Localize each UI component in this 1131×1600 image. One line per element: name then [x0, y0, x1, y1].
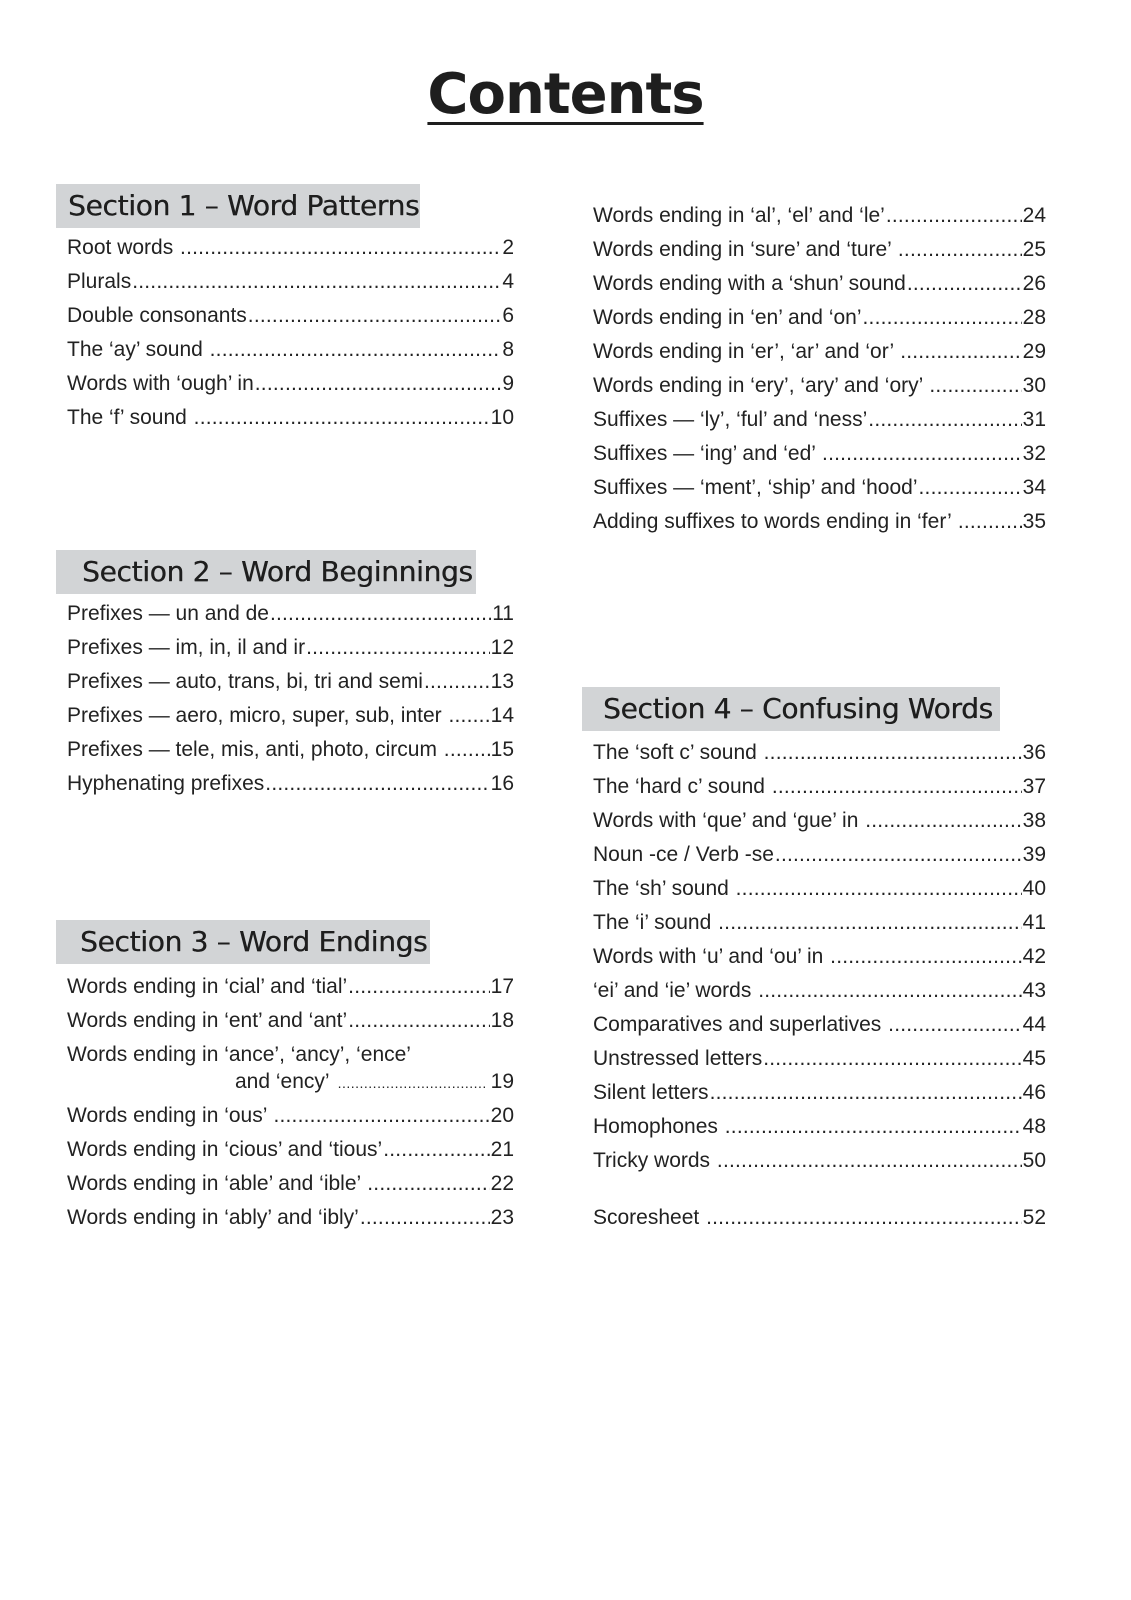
entry-title: Comparatives and superlatives: [593, 1013, 888, 1036]
toc-entry-suffixes-ly-ful-ness[interactable]: [593, 408, 1046, 442]
entry-page: 16: [490, 772, 514, 795]
dot-leader: [360, 1206, 490, 1230]
entry-title: Prefixes — un and de: [67, 602, 269, 625]
dot-leader: [348, 1009, 489, 1033]
entry-title: Words ending in ‘ably’ and ‘ibly’: [67, 1206, 359, 1229]
entry-title: Prefixes — aero, micro, super, sub, inter: [67, 704, 448, 727]
section-2-heading: Section 2 – Word Beginnings: [56, 550, 476, 594]
dot-leader: [383, 1138, 489, 1162]
entry-title: Words ending in ‘cious’ and ‘tious’: [67, 1138, 383, 1161]
dot-leader: [270, 602, 491, 626]
toc-entry-prefixes-tele[interactable]: [67, 738, 514, 772]
entry-title: Root words: [67, 236, 180, 259]
toc-entry-ough[interactable]: [67, 372, 514, 406]
entry-page: 52: [1022, 1206, 1046, 1229]
entry-title: Prefixes — auto, trans, bi, tri and semi: [67, 670, 423, 693]
toc-entry-comparatives[interactable]: [593, 1013, 1046, 1047]
dot-leader: [868, 408, 1021, 432]
entry-title: Words ending in ‘en’ and ‘on’: [593, 306, 862, 329]
entry-title: Words ending in ‘er’, ‘ar’ and ‘or’: [593, 340, 900, 363]
entry-title: Words ending in ‘al’, ‘el’ and ‘le’: [593, 204, 885, 227]
entry-page: 4: [502, 270, 514, 293]
entry-title: Suffixes — ‘ing’ and ‘ed’: [593, 442, 822, 465]
toc-entry-er-ar-or[interactable]: [593, 340, 1046, 374]
entry-title: Words ending in ‘able’ and ‘ible’: [67, 1172, 367, 1195]
dot-leader: [444, 738, 490, 762]
section-3-heading: Section 3 – Word Endings: [56, 920, 430, 964]
entry-page: 22: [490, 1172, 514, 1195]
entry-title: Words ending with a ‘shun’ sound: [593, 272, 906, 295]
entry-title: Noun -ce / Verb -se: [593, 843, 774, 866]
dot-leader: [306, 636, 490, 660]
dot-leader: [958, 510, 1022, 534]
dot-leader: [736, 877, 1022, 901]
dot-leader: [706, 1206, 1022, 1230]
entry-title: The ‘hard c’ sound: [593, 775, 771, 798]
toc-entry-ent-ant[interactable]: [67, 1009, 514, 1043]
toc-entry-suffixes-ing-ed[interactable]: [593, 442, 1046, 476]
entry-page: 11: [492, 602, 514, 625]
entry-title: Words ending in ‘ance’, ‘ancy’, ‘ence’: [67, 1043, 411, 1066]
entry-title: The ‘i’ sound: [593, 911, 718, 934]
entry-page: 48: [1022, 1115, 1046, 1138]
toc-entry-ay-sound[interactable]: [67, 338, 514, 372]
entry-title: Adding suffixes to words ending in ‘fer’: [593, 510, 957, 533]
toc-entry-prefixes-aero[interactable]: [67, 704, 514, 738]
entry-page: 35: [1022, 510, 1046, 533]
toc-entry-noun-verb[interactable]: [593, 843, 1046, 877]
dot-leader: [718, 911, 1022, 935]
entry-title: Double consonants: [67, 304, 247, 327]
entry-page: 34: [1022, 476, 1046, 499]
entry-page: 43: [1022, 979, 1046, 1002]
entry-page: 15: [490, 738, 514, 761]
dot-leader: [919, 476, 1022, 500]
entry-page: 14: [490, 704, 514, 727]
entry-page: 17: [490, 975, 514, 998]
entry-page: 8: [502, 338, 514, 361]
toc-entry-i-sound[interactable]: [593, 911, 1046, 945]
toc-entry-plurals[interactable]: [67, 270, 514, 304]
dot-leader: [710, 1081, 1022, 1105]
dot-leader: [132, 270, 501, 294]
toc-entry-ably-ibly[interactable]: [67, 1206, 514, 1240]
toc-entry-silent-letters[interactable]: [593, 1081, 1046, 1115]
toc-entry-ance-ancy-ence-ency[interactable]: [67, 1043, 514, 1104]
dot-leader: [758, 979, 1021, 1003]
dot-leader: [367, 1172, 489, 1196]
toc-entry-ei-ie[interactable]: [593, 979, 1046, 1013]
toc-entry-u-ou[interactable]: [593, 945, 1046, 979]
entry-page: 31: [1022, 408, 1046, 431]
entry-page: 40: [1022, 877, 1046, 900]
entry-title: Words ending in ‘sure’ and ‘ture’: [593, 238, 897, 261]
toc-entry-soft-c[interactable]: [593, 741, 1046, 775]
entry-page: 41: [1022, 911, 1046, 934]
section-1-heading: Section 1 – Word Patterns: [56, 184, 420, 228]
entry-page: 26: [1022, 272, 1046, 295]
toc-entry-ery-ary-ory[interactable]: [593, 374, 1046, 408]
entry-title: Words ending in ‘cial’ and ‘tial’: [67, 975, 348, 998]
entry-title: Words ending in ‘ery’, ‘ary’ and ‘ory’: [593, 374, 929, 397]
toc-entry-cial-tial[interactable]: [67, 975, 514, 1009]
entry-page: 23: [490, 1206, 514, 1229]
toc-entry-able-ible[interactable]: [67, 1172, 514, 1206]
entry-page: 20: [490, 1104, 514, 1127]
entry-page: 30: [1022, 374, 1046, 397]
toc-entry-que-gue[interactable]: [593, 809, 1046, 843]
entry-title: Words with ‘u’ and ‘ou’ in: [593, 945, 830, 968]
toc-entry-f-sound[interactable]: [67, 406, 514, 440]
toc-entry-prefixes-im-in[interactable]: [67, 636, 514, 670]
toc-entry-sh-sound[interactable]: [593, 877, 1046, 911]
toc-entry-prefixes-un-de[interactable]: [67, 602, 514, 636]
dot-leader: [265, 772, 489, 796]
toc-entry-homophones[interactable]: [593, 1115, 1046, 1149]
toc-entry-cious-tious[interactable]: [67, 1138, 514, 1172]
entry-title: Prefixes — tele, mis, anti, photo, circum: [67, 738, 443, 761]
entry-page: 37: [1022, 775, 1046, 798]
toc-entry-shun-sound[interactable]: [593, 272, 1046, 306]
section-4-list: [593, 741, 1046, 1240]
entry-page: 13: [490, 670, 514, 693]
entry-title: The ‘f’ sound: [67, 406, 193, 429]
dot-leader: [273, 1104, 489, 1128]
section-1-list: [67, 236, 514, 440]
section-3-continued-list: [593, 204, 1046, 544]
entry-title-line2: and ‘ency’: [235, 1070, 330, 1093]
entry-title: Silent letters: [593, 1081, 709, 1104]
entry-title: Words with ‘que’ and ‘gue’ in: [593, 809, 865, 832]
entry-page: 36: [1022, 741, 1046, 764]
toc-entry-sure-ture[interactable]: [593, 238, 1046, 272]
entry-title: The ‘sh’ sound: [593, 877, 735, 900]
entry-title: Words with ‘ough’ in: [67, 372, 254, 395]
entry-page: 38: [1022, 809, 1046, 832]
section-4-heading: Section 4 – Confusing Words: [582, 687, 1000, 731]
toc-entry-en-on[interactable]: [593, 306, 1046, 340]
entry-page: 24: [1022, 204, 1046, 227]
entry-title: Prefixes — im, in, il and ir: [67, 636, 306, 659]
dot-leader: [764, 741, 1022, 765]
dot-leader: [180, 236, 501, 260]
dot-leader: [907, 272, 1022, 296]
toc-entry-hard-c[interactable]: [593, 775, 1046, 809]
dot-leader: [830, 945, 1021, 969]
entry-page: 45: [1022, 1047, 1046, 1070]
dot-leader: [348, 975, 489, 999]
section-3-list: [67, 975, 514, 1240]
dot-leader: [929, 374, 1021, 398]
entry-title: Scoresheet: [593, 1206, 706, 1229]
dot-leader: [424, 670, 490, 694]
dot-leader: [248, 304, 502, 328]
entry-page: 42: [1022, 945, 1046, 968]
toc-entry-ous[interactable]: [67, 1104, 514, 1138]
entry-title: Words ending in ‘ent’ and ‘ant’: [67, 1009, 348, 1032]
dot-leader: [448, 704, 489, 728]
toc-entry-double-consonants[interactable]: [67, 304, 514, 338]
entry-title: The ‘ay’ sound: [67, 338, 209, 361]
entry-page: 18: [490, 1009, 514, 1032]
entry-title: Plurals: [67, 270, 132, 293]
dot-leader: [775, 843, 1022, 867]
entry-page: 50: [1022, 1149, 1046, 1172]
toc-entry-suffixes-fer[interactable]: [593, 510, 1046, 544]
entry-title: Homophones: [593, 1115, 724, 1138]
toc-entry-prefixes-auto[interactable]: [67, 670, 514, 704]
dot-leader: [886, 204, 1022, 228]
dot-leader: [255, 372, 502, 396]
entry-title: Tricky words: [593, 1149, 716, 1172]
dot-leader: [763, 1047, 1021, 1071]
dot-leader: [863, 306, 1022, 330]
dot-leader: [865, 809, 1021, 833]
section-2-list: [67, 602, 514, 806]
entry-page: 46: [1022, 1081, 1046, 1104]
entry-page: 12: [490, 636, 514, 659]
entry-title-line2-row: [67, 1070, 514, 1094]
dot-leader: [898, 238, 1022, 262]
entry-page: 6: [502, 304, 514, 327]
toc-entry-suffixes-ment-ship-hood[interactable]: [593, 476, 1046, 510]
toc-entry-unstressed-letters[interactable]: [593, 1047, 1046, 1081]
toc-entry-tricky-words[interactable]: [593, 1149, 1046, 1183]
dot-leader: [900, 340, 1021, 364]
entry-page: 9: [502, 372, 514, 395]
dot-leader: [888, 1013, 1021, 1037]
toc-entry-scoresheet[interactable]: [593, 1206, 1046, 1240]
entry-title: Words ending in ‘ous’: [67, 1104, 273, 1127]
dot-leader: [772, 775, 1022, 799]
toc-entry-root-words[interactable]: [67, 236, 514, 270]
entry-page: 19: [490, 1070, 514, 1093]
entry-page: 29: [1022, 340, 1046, 363]
entry-page: 2: [502, 236, 514, 259]
toc-entry-hyphenating-prefixes[interactable]: [67, 772, 514, 806]
entry-page: 25: [1022, 238, 1046, 261]
dot-leader: [194, 406, 490, 430]
dot-leader: [822, 442, 1022, 466]
page-title: [0, 62, 1131, 127]
entry-page: 28: [1022, 306, 1046, 329]
entry-title: Suffixes — ‘ment’, ‘ship’ and ‘hood’: [593, 476, 918, 499]
entry-title: Suffixes — ‘ly’, ‘ful’ and ‘ness’: [593, 408, 868, 431]
toc-entry-al-el-le[interactable]: [593, 204, 1046, 238]
dot-leader: [717, 1149, 1022, 1173]
page-title-text: Contents: [427, 62, 704, 127]
entry-page: 32: [1022, 442, 1046, 465]
dot-leader: [338, 1075, 485, 1091]
dot-leader: [725, 1115, 1022, 1139]
entry-page: 44: [1022, 1013, 1046, 1036]
entry-page: 10: [490, 406, 514, 429]
dot-leader: [210, 338, 502, 362]
entry-title: Unstressed letters: [593, 1047, 763, 1070]
entry-page: 39: [1022, 843, 1046, 866]
entry-title: The ‘soft c’ sound: [593, 741, 763, 764]
entry-title: Hyphenating prefixes: [67, 772, 265, 795]
entry-page: 21: [490, 1138, 514, 1161]
entry-title: ‘ei’ and ‘ie’ words: [593, 979, 758, 1002]
